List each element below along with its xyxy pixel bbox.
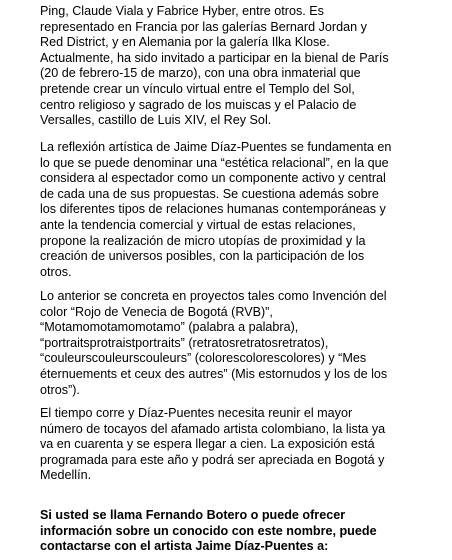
- text-line: Versalles, castillo de Luis XIV, el Rey Sol.: [40, 113, 272, 128]
- text-line: programada para este año y podrá ser apreciada en Bogotá y: [40, 452, 385, 467]
- text-line: éternuements et ceux des autres” (Mis estornudos y los de los: [40, 366, 388, 381]
- text-line: Lo anterior se concreta en proyectos tales como Invención del: [40, 289, 387, 303]
- text-line: propone la realización de micro utopías de proximidad y la: [40, 233, 366, 248]
- text-line: color “Rojo de Venecia de Bogotá (RVB)”,: [40, 304, 273, 319]
- text-line: representado en Francia por las galerías Bernard Jordan y: [40, 19, 367, 34]
- text-line: Si usted se llama Fernando Botero o puede ofrecer: [40, 508, 346, 522]
- text-line: “Motamomotamomotamo” (palabra a palabra),: [40, 320, 299, 335]
- paragraph-artistic-reflection: [40, 140, 425, 280]
- paragraph-artist-representation: [40, 4, 425, 129]
- text-line: Ping, Claude Viala y Fabrice Hyber, entre otros. Es: [40, 4, 324, 18]
- text-line: El tiempo corre y Díaz-Puentes necesita reunir el mayor: [40, 406, 353, 420]
- paragraph-call-to-action: [40, 508, 425, 555]
- paragraph-exhibition: [40, 406, 425, 484]
- text-line: ante la tendencia comercial y virtual de estas relaciones,: [40, 217, 356, 232]
- text-line: “couleurscouleurscouleurs” (colorescolorescolores) y “Mes: [40, 351, 367, 366]
- text-line: de cada una de sus propuestas. Se cuestiona además sobre: [40, 186, 379, 201]
- text-line: considera al espectador como un componente activo y central: [40, 171, 386, 186]
- text-line: (20 de febrero-15 de marzo), con una obra inmaterial que: [40, 66, 361, 81]
- text-line: los diferentes tipos de relaciones humanas contemporáneas y: [40, 202, 386, 217]
- text-line: Red District, y en Alemania por la galería Ilka Klose.: [40, 35, 330, 50]
- text-line: contactarse con el artista Jaime Díaz-Puentes a:: [40, 539, 329, 554]
- text-line: La reflexión artística de Jaime Díaz-Puentes se fundamenta en: [40, 140, 392, 154]
- text-line: pretende crear un vínculo virtual entre el Templo del Sol,: [40, 81, 355, 96]
- text-line: número de tocayos del afamado artista colombiano, la lista ya: [40, 421, 386, 436]
- text-line: información sobre un conocido con este nombre, puede: [40, 523, 377, 538]
- text-line: otros.: [40, 264, 72, 279]
- text-line: creación de universos posibles, con la participación de los: [40, 249, 365, 264]
- text-line: Medellín.: [40, 468, 92, 483]
- text-line: otros”).: [40, 382, 80, 397]
- text-line: lo que se puede denominar una “estética relacional”, en la que: [40, 155, 389, 170]
- paragraph-projects: [40, 289, 425, 398]
- text-line: va en cuarenta y se espera llegar a cien. La exposición está: [40, 437, 375, 452]
- text-line: “portraitsprotraistportraits” (retratosretratosretratos),: [40, 335, 329, 350]
- text-line: Actualmente, ha sido invitado a participar en la bienal de París: [40, 50, 389, 65]
- text-line: centro religioso y sagrado de los muiscas y el Palacio de: [40, 97, 357, 112]
